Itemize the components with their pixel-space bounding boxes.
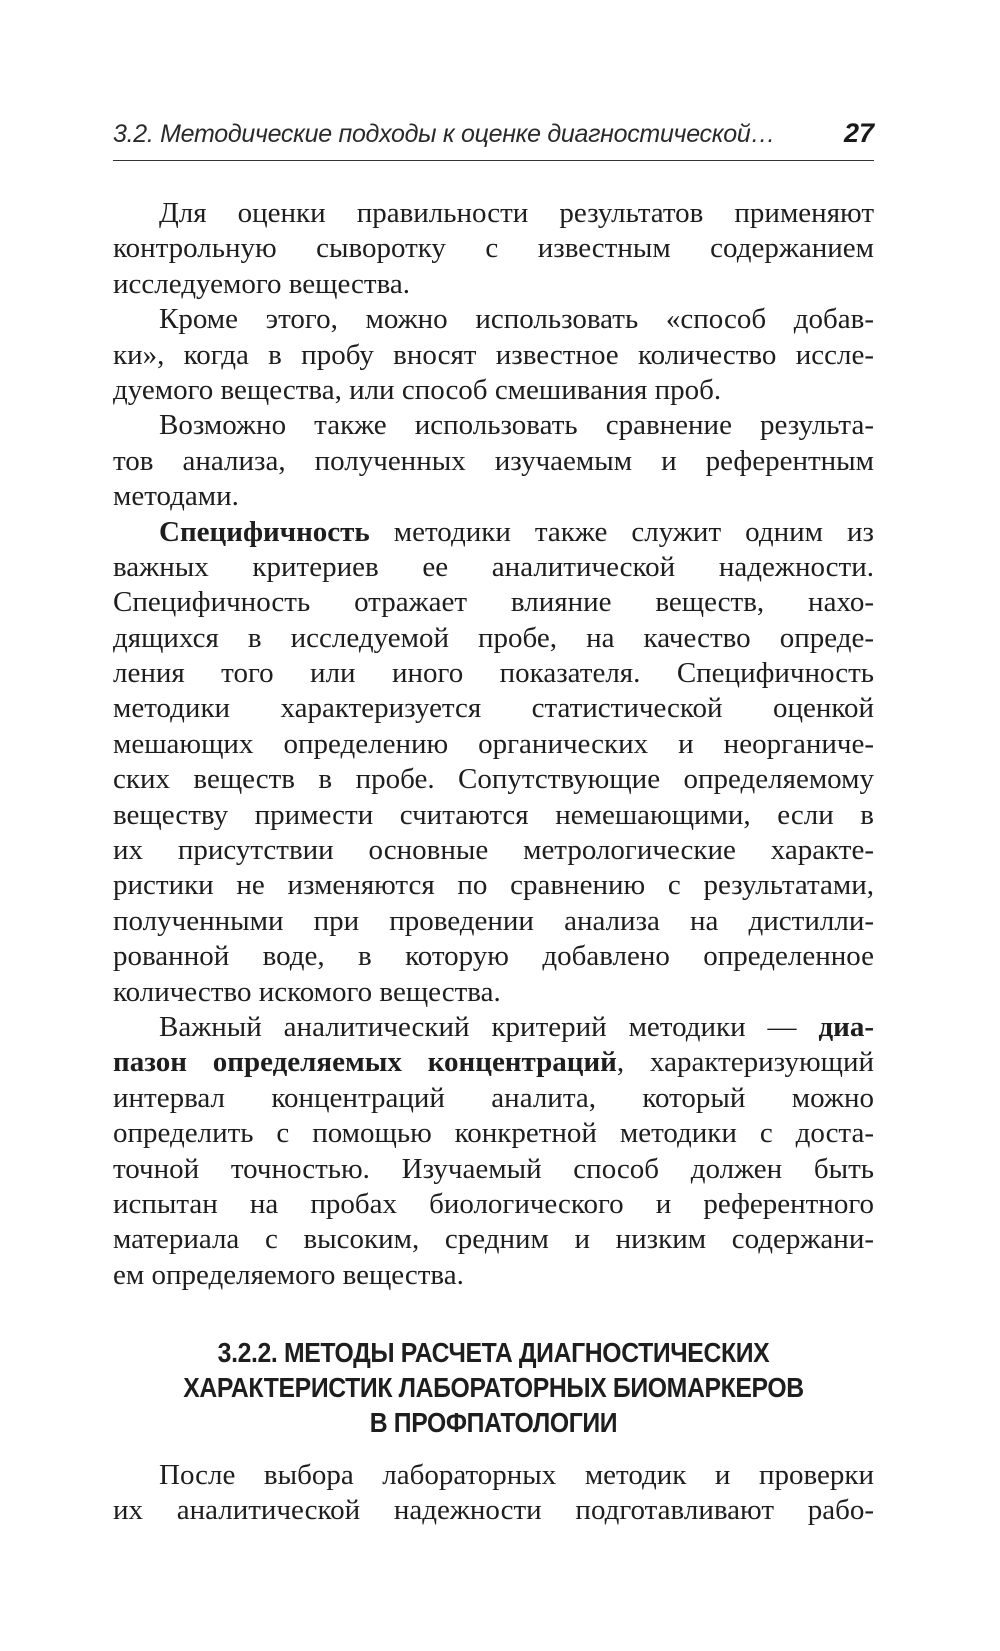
text-line (113, 515, 874, 550)
text-line: определить с помощью конкретной методики с доста- (113, 1117, 874, 1150)
text-line: контрольную сыворотку с известным содержанием (113, 232, 874, 265)
heading-line: В ПРОФПАТОЛОГИИ (369, 1407, 618, 1438)
heading-line: ХАРАКТЕРИСТИК ЛАБОРАТОРНЫХ БИОМАРКЕРОВ (183, 1372, 804, 1403)
text-line: веществу примести считаются немешающими, если в (113, 798, 874, 831)
text-line (113, 1010, 874, 1045)
text-line: Для оценки правильности результатов применяют (159, 197, 874, 229)
text-line: полученными при проведении анализа на дистилли- (113, 904, 874, 937)
paragraph (113, 1458, 874, 1529)
text-fragment: методики также служит одним из (369, 515, 874, 548)
body-text-continued (113, 1458, 874, 1529)
text-line: материала с высоким, средним и низким содержани- (113, 1223, 874, 1256)
text-line: дуемого вещества, или способ смешивания проб. (113, 373, 722, 406)
text-line: мешающих определению органических и неорганиче- (113, 727, 874, 760)
term-range: пазон определяемых концентраций (113, 1046, 617, 1079)
section-heading (113, 1335, 874, 1440)
text-line: Специфичность отражает влияние веществ, нахо- (113, 586, 874, 619)
text-line: количество искомого вещества. (113, 975, 501, 1008)
text-fragment: Важный аналитический критерий методики — (159, 1010, 819, 1043)
text-line: рованной воде, в которую добавлено определенное (113, 940, 874, 973)
text-line: исследуемого вещества. (113, 267, 411, 300)
text-line: Возможно также использовать сравнение результа- (159, 409, 874, 442)
body-text (113, 196, 874, 1293)
text-line: важных критериев ее аналитической надежности. (113, 550, 874, 583)
running-title: 3.2. Методические подходы к оценке диагностической… (113, 120, 776, 148)
term-specificity: Специфичность (159, 515, 370, 548)
text-line: методики характеризуется статистической оценкой (113, 692, 874, 725)
text-line: ем определяемого вещества. (113, 1258, 464, 1291)
paragraph-specificity (113, 515, 874, 1010)
paragraph-range (113, 1010, 874, 1293)
text-fragment: , характеризующий (616, 1046, 874, 1079)
text-line: ристики не изменяются по сравнению с результатами, (113, 869, 874, 902)
paragraph (113, 408, 874, 514)
text-line: ских веществ в пробе. Сопутствующие определяемому (113, 763, 874, 796)
term-range-part: диа- (818, 1010, 874, 1043)
paragraph (113, 302, 874, 408)
running-header (113, 116, 874, 161)
text-line: ки», когда в пробу вносят известное количество иссле- (113, 338, 874, 371)
heading-line: 3.2.2. МЕТОДЫ РАСЧЕТА ДИАГНОСТИЧЕСКИХ (217, 1337, 770, 1368)
text-line: испытан на пробах биологического и референтного (113, 1187, 874, 1220)
text-line: После выбора лабораторных методик и проверки (159, 1459, 874, 1491)
text-line: их аналитической надежности подготавливают рабо- (113, 1494, 874, 1527)
text-line (113, 1045, 874, 1080)
text-line: методами. (113, 480, 239, 513)
paragraph (113, 196, 874, 302)
text-line: точной точностью. Изучаемый способ должен быть (113, 1152, 874, 1185)
text-line: дящихся в исследуемой пробе, на качество опреде- (113, 621, 874, 654)
text-line: ления того или иного показателя. Специфичность (113, 657, 874, 690)
text-line: интервал концентраций аналита, который можно (113, 1081, 874, 1114)
page-number: 27 (843, 118, 874, 148)
text-line: Кроме этого, можно использовать «способ добав- (159, 303, 874, 336)
text-line: их присутствии основные метрологические характе- (113, 834, 874, 867)
text-line: тов анализа, полученных изучаемым и референтным (113, 444, 874, 477)
